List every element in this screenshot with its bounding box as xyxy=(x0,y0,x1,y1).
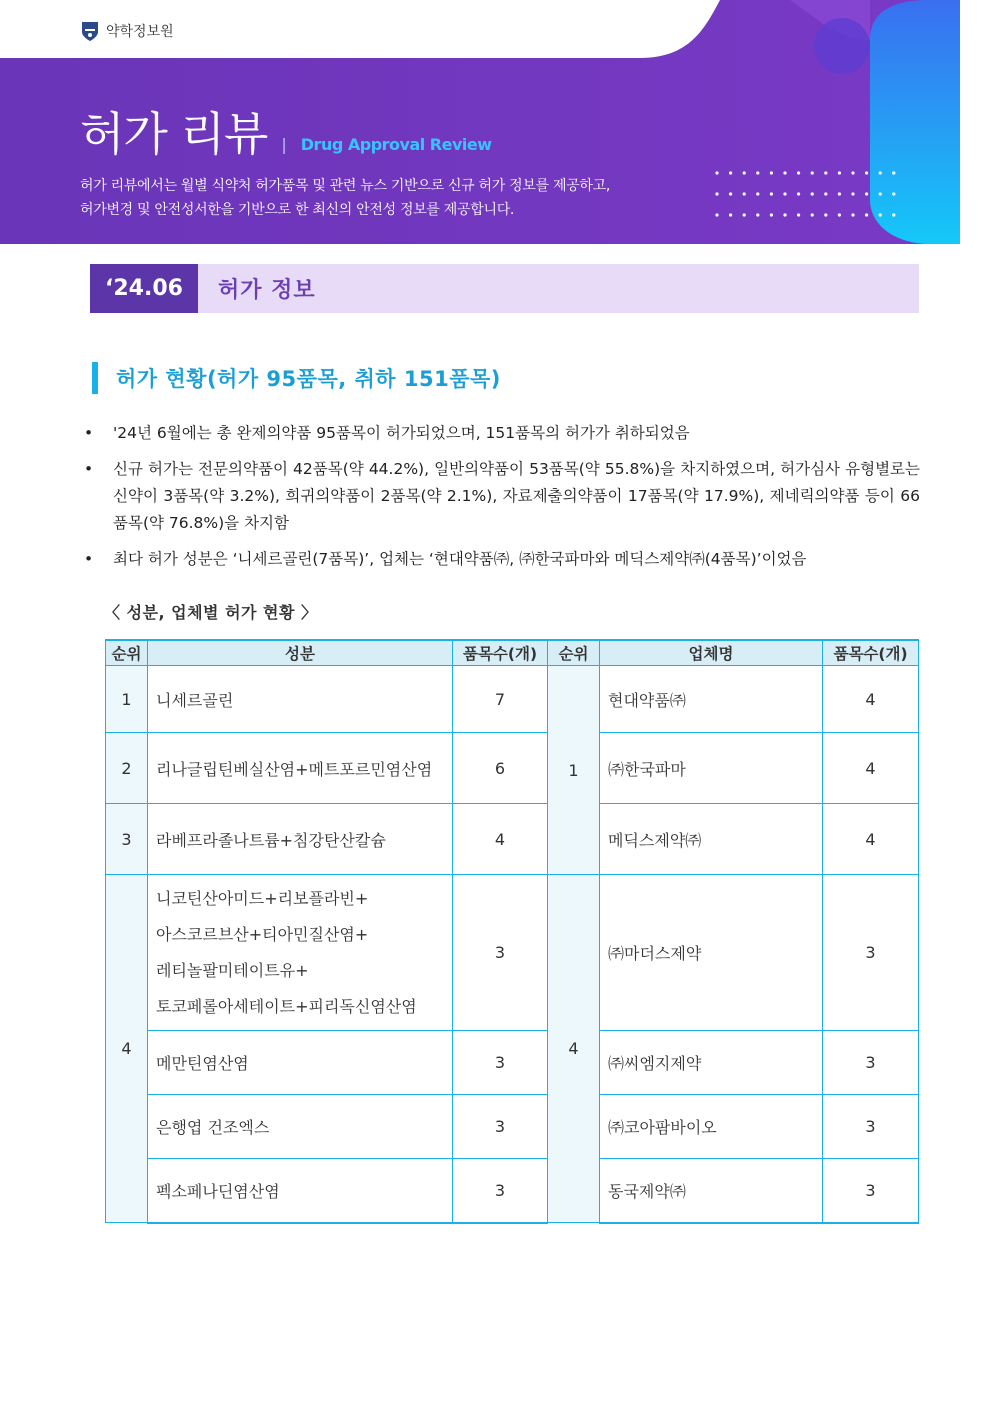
title-separator: | xyxy=(281,135,287,154)
page-title-group xyxy=(80,108,492,160)
decorative-dot xyxy=(865,213,868,216)
company-name: ㈜마더스제약 xyxy=(600,875,823,1031)
section-bar xyxy=(90,264,919,313)
decorative-dot xyxy=(756,171,759,174)
col-header-rank: 순위 xyxy=(548,640,600,666)
company-count: 3 xyxy=(823,875,919,1031)
decorative-dot xyxy=(715,171,718,174)
intro-line-1: 허가 리뷰에서는 월별 식약처 허가품목 및 관련 뉴스 기반으로 신규 허가 정보를 제공하고, xyxy=(80,178,611,194)
col-header-company: 업체명 xyxy=(600,640,823,666)
col-header-rank: 순위 xyxy=(106,640,148,666)
decorative-dot xyxy=(756,213,759,216)
decorative-dot xyxy=(743,213,746,216)
col-header-ingredient: 성분 xyxy=(148,640,453,666)
company-name: 메딕스제약㈜ xyxy=(600,804,823,875)
summary-bullets xyxy=(82,420,920,582)
decorative-dot xyxy=(824,171,827,174)
table-row xyxy=(106,733,919,804)
bullet-item: • 최다 허가 성분은 ‘니세르골린(7품목)’, 업체는 ‘현대약품㈜, ㈜한국파마와 메딕스제약㈜(4품목)’이었음 xyxy=(82,546,920,573)
company-count: 3 xyxy=(823,1031,919,1095)
page-subtitle: Drug Approval Review xyxy=(300,135,492,154)
decorative-dot xyxy=(743,171,746,174)
table-row xyxy=(106,804,919,875)
company-count: 4 xyxy=(823,666,919,733)
decorative-dot xyxy=(729,171,732,174)
company-count: 3 xyxy=(823,1095,919,1159)
decorative-dot xyxy=(729,213,732,216)
page-title: 허가 리뷰 xyxy=(80,107,268,161)
ingredient-rank: 3 xyxy=(106,804,148,875)
ingredient-count: 3 xyxy=(453,1031,548,1095)
decorative-dot xyxy=(729,192,732,195)
decorative-dot xyxy=(811,213,814,216)
ingredient-rank: 2 xyxy=(106,733,148,804)
decorative-dot xyxy=(797,171,800,174)
shield-logo-icon xyxy=(80,20,100,42)
table-caption: 〈 성분, 업체별 허가 현황 〉 xyxy=(104,603,318,622)
ingredient-rank: 1 xyxy=(106,666,148,733)
ingredient-name: 라베프라졸나트륨+침강탄산칼슘 xyxy=(148,804,453,875)
decorative-dot xyxy=(811,192,814,195)
ingredient-name: 메만틴염산염 xyxy=(148,1031,453,1095)
company-name: 현대약품㈜ xyxy=(600,666,823,733)
table-row xyxy=(106,875,919,1031)
decorative-dot xyxy=(892,171,895,174)
decorative-dot xyxy=(811,171,814,174)
decorative-dot xyxy=(770,213,773,216)
decorative-dot xyxy=(879,171,882,174)
decorative-dots xyxy=(712,170,902,220)
heading-accent-bar xyxy=(92,362,98,394)
heading-text: 허가 현황(허가 95품목, 취하 151품목) xyxy=(116,367,501,391)
decorative-dot xyxy=(838,171,841,174)
decorative-dot xyxy=(783,192,786,195)
table-row xyxy=(106,1095,919,1159)
ingredient-name: 펙소페나딘염산염 xyxy=(148,1159,453,1223)
company-name: ㈜씨엠지제약 xyxy=(600,1031,823,1095)
col-header-count: 품목수(개) xyxy=(823,640,919,666)
company-rank: 1 xyxy=(548,666,600,875)
ingredient-count: 3 xyxy=(453,1095,548,1159)
decorative-dot xyxy=(892,192,895,195)
decorative-dot xyxy=(797,192,800,195)
decorative-dot xyxy=(865,171,868,174)
decorative-dot xyxy=(865,192,868,195)
intro-text xyxy=(80,174,610,222)
company-name: ㈜코아팜바이오 xyxy=(600,1095,823,1159)
company-name: 동국제약㈜ xyxy=(600,1159,823,1223)
section-date: ‘24.06 xyxy=(90,264,198,313)
decorative-dot xyxy=(851,213,854,216)
section-name: 허가 정보 xyxy=(218,278,316,303)
company-name: ㈜한국파마 xyxy=(600,733,823,804)
decorative-dot xyxy=(770,171,773,174)
table-row xyxy=(106,1031,919,1095)
ingredient-name: 은행엽 건조엑스 xyxy=(148,1095,453,1159)
ingredient-name xyxy=(148,875,453,1031)
ingredient-name: 니세르골린 xyxy=(148,666,453,733)
table-row xyxy=(106,666,919,733)
ingredient-name-line: 토코페롤아세테이트+피리독신염산염 xyxy=(156,996,417,1016)
decorative-dot xyxy=(743,192,746,195)
ingredient-count: 7 xyxy=(453,666,548,733)
section-heading xyxy=(92,362,501,394)
decorative-dot xyxy=(797,213,800,216)
ingredient-name-line: 니코틴산아미드+리보플라빈+ xyxy=(156,888,369,908)
decorative-dot xyxy=(783,213,786,216)
intro-line-2: 허가변경 및 안전성서한을 기반으로 한 최신의 안전성 정보를 제공합니다. xyxy=(80,202,515,218)
ingredient-count: 3 xyxy=(453,1159,548,1223)
approval-table xyxy=(105,639,919,1224)
decorative-dot xyxy=(892,213,895,216)
ingredient-count: 6 xyxy=(453,733,548,804)
company-count: 3 xyxy=(823,1159,919,1223)
decorative-dot xyxy=(851,171,854,174)
decorative-dot xyxy=(756,192,759,195)
org-name: 약학정보원 xyxy=(106,24,174,40)
org-logo xyxy=(80,20,174,42)
decorative-dot xyxy=(838,192,841,195)
decorative-dot xyxy=(715,213,718,216)
ingredient-count: 3 xyxy=(453,875,548,1031)
ingredient-name: 리나글립틴베실산염+메트포르민염산염 xyxy=(148,733,453,804)
bullet-item: • 신규 허가는 전문의약품이 42품목(약 44.2%), 일반의약품이 53품목(약 55.8%)을 차지하였으며, 허가심사 유형별로는 신약이 3품목(약 3.2%), 희귀의약품이 2품목(약 2.1%), 자료제출의약품이 17품목(약 17.9%), 제네릭의약품 등이 66품목(약 76.8%)을 차지함 xyxy=(82,456,920,537)
decorative-dot xyxy=(879,192,882,195)
decorative-dot xyxy=(879,213,882,216)
company-count: 4 xyxy=(823,804,919,875)
table-row xyxy=(106,1159,919,1223)
decorative-dot xyxy=(838,213,841,216)
decorative-dot xyxy=(824,192,827,195)
ingredient-name-line: 레티놀팔미테이트유+ xyxy=(156,960,309,980)
bullet-item: • '24년 6월에는 총 완제의약품 95품목이 허가되었으며, 151품목의 허가가 취하되었음 xyxy=(82,420,920,447)
decorative-dot xyxy=(783,171,786,174)
decorative-dot xyxy=(824,213,827,216)
table-header-row xyxy=(106,640,919,666)
ingredient-count: 4 xyxy=(453,804,548,875)
decorative-dot xyxy=(770,192,773,195)
company-count: 4 xyxy=(823,733,919,804)
decorative-dot xyxy=(851,192,854,195)
col-header-count: 품목수(개) xyxy=(453,640,548,666)
decorative-dot xyxy=(715,192,718,195)
ingredient-rank: 4 xyxy=(106,875,148,1223)
company-rank: 4 xyxy=(548,875,600,1223)
ingredient-name-line: 아스코르브산+티아민질산염+ xyxy=(156,924,369,944)
